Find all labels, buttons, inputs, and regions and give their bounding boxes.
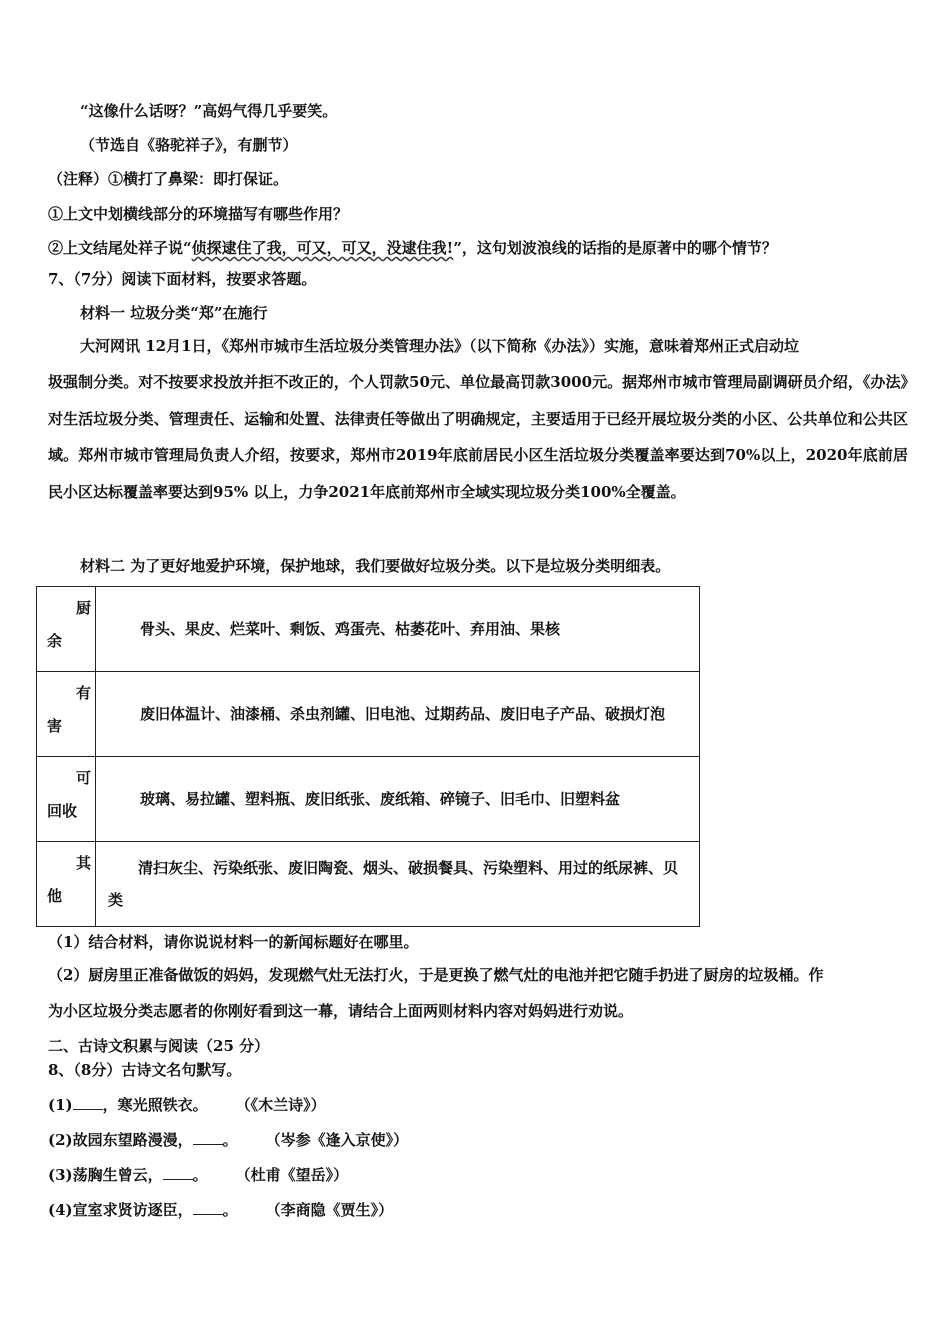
table-row <box>37 842 700 927</box>
items-cell: 玻璃、易拉罐、塑料瓶、废旧纸张、废纸箱、碎镜子、旧毛巾、旧塑料盆 <box>96 757 700 842</box>
source-line: （节选自《骆驼祥子》，有删节） <box>80 136 298 154</box>
recitation-item-3 <box>48 1164 910 1186</box>
material2-line: 材料二 为了更好地爱护环境，保护地球，我们要做好垃圾分类。以下是垃圾分类明细表。 <box>80 557 671 575</box>
answer-blank[interactable] <box>73 1095 103 1110</box>
section2-title: 二、古诗文积累与阅读（25 分） <box>48 1037 270 1055</box>
category-cell <box>37 672 96 757</box>
recitation-item-2 <box>48 1129 910 1151</box>
quote-line: “这像什么话呀？”高妈气得几乎要笑。 <box>80 102 338 120</box>
item-source: （《木兰诗》） <box>235 1096 326 1114</box>
item-source: （杜甫《望岳》） <box>235 1166 349 1184</box>
q8-header: 8、（8分）古诗文名句默写。 <box>48 1061 242 1079</box>
material1-rest: 圾强制分类。对不按要求投放并拒不改正的，个人罚款50元、单位最高罚款3000元。据郑州市城市管理局副调研员介绍，《办法》对生活垃圾分类、管理责任、运输和处置、法律责任等做出了明确规定，主要适用于已经开展垃圾分类的小区、公共单位和公共区域。郑州市城市管理局负责人介绍，按要求，郑州市2019年底前居民小区生活垃圾分类覆盖率要达到70%以上，2020年底前居民小区达标覆盖率要达到95% 以上，力争2021年底前郑州市全域实现垃圾分类100%全覆盖。 <box>48 373 908 501</box>
item-prefix: (4)宣室求贤访逐臣， <box>48 1201 193 1219</box>
table-row <box>37 587 700 672</box>
items-cell: 废旧体温计、油漆桶、杀虫剂罐、旧电池、过期药品、废旧电子产品、破损灯泡 <box>96 672 700 757</box>
recitation-item-4 <box>48 1199 910 1221</box>
item-suffix: ，寒光照铁衣。 <box>102 1096 208 1114</box>
q7-sub2-line2: 为小区垃圾分类志愿者的你刚好看到这一幕，请结合上面两则材料内容对妈妈进行劝说。 <box>48 1002 634 1020</box>
item-prefix: (1) <box>48 1096 73 1114</box>
material1-first-line: 大河网讯 12月1日，《郑州市城市生活垃圾分类管理办法》（以下简称《办法》）实施，意味着郑州正式启动垃 <box>80 337 800 355</box>
item-prefix: (3)荡胸生曾云， <box>48 1166 163 1184</box>
category-label-a: 可 <box>75 769 91 787</box>
answer-blank[interactable] <box>163 1165 193 1180</box>
note-line: （注释）①横打了鼻梁：即打保证。 <box>48 170 289 188</box>
category-label-a: 其 <box>75 854 91 872</box>
table-row <box>37 757 700 842</box>
question-2 <box>48 237 910 259</box>
answer-blank[interactable] <box>193 1130 223 1145</box>
q7-header: 7、（7分）阅读下面材料，按要求答题。 <box>48 270 317 288</box>
item-prefix: (2)故园东望路漫漫， <box>48 1131 193 1149</box>
material1-title: 材料一 垃圾分类“郑”在施行 <box>80 304 268 322</box>
material1-body <box>48 328 908 510</box>
item-suffix: 。 <box>192 1166 208 1184</box>
category-label-a: 厨 <box>75 599 91 617</box>
item-source: （岑参《逢入京使》） <box>265 1131 409 1149</box>
category-label-a: 有 <box>75 684 91 702</box>
category-label-b: 他 <box>47 887 63 905</box>
category-cell <box>37 587 96 672</box>
answer-blank[interactable] <box>193 1200 223 1215</box>
wavy-underlined-quote: 侦探逮住了我，可又，可又，没逮住我! <box>191 239 454 257</box>
item-suffix: 。 <box>222 1131 238 1149</box>
category-label-b: 余 <box>47 632 63 650</box>
question-2-prefix: ②上文结尾处祥子说“ <box>48 239 192 257</box>
category-label-b: 回收 <box>47 802 78 820</box>
items-cell: 骨头、果皮、烂菜叶、剩饭、鸡蛋壳、枯萎花叶、弃用油、果核 <box>96 587 700 672</box>
recitation-item-1 <box>48 1094 910 1116</box>
item-suffix: 。 <box>222 1201 238 1219</box>
items-cell: 清扫灰尘、污染纸张、废旧陶瓷、烟头、破损餐具、污染塑料、用过的纸尿裤、贝类 <box>96 842 700 927</box>
question-2-suffix: ”，这句划波浪线的话指的是原著中的哪个情节？ <box>453 239 777 257</box>
category-cell <box>37 842 96 927</box>
garbage-sorting-table <box>36 586 700 927</box>
q7-sub2-line1: （2）厨房里正准备做饭的妈妈，发现燃气灶无法打火，于是更换了燃气灶的电池并把它随手扔进了厨房的垃圾桶。作 <box>48 966 824 984</box>
item-source: （李商隐《贾生》） <box>265 1201 394 1219</box>
table-row <box>37 672 700 757</box>
q7-sub1: （1）结合材料，请你说说材料一的新闻标题好在哪里。 <box>48 933 419 951</box>
category-label-b: 害 <box>47 717 63 735</box>
category-cell <box>37 757 96 842</box>
question-1: ①上文中划横线部分的环境描写有哪些作用？ <box>48 205 349 223</box>
